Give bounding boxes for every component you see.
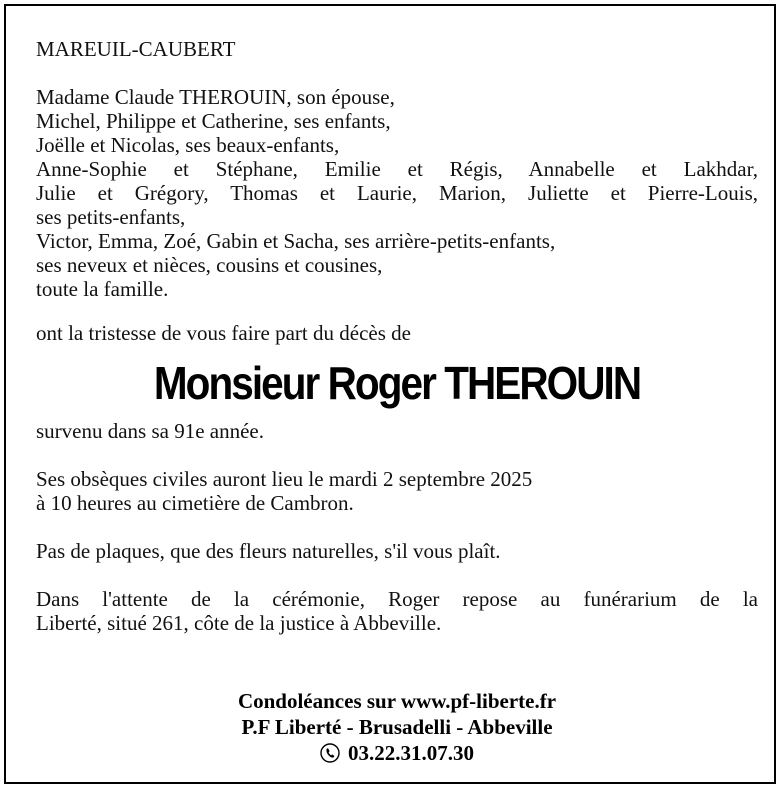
age-line: survenu dans sa 91e année. [36,419,265,443]
family-line: Madame Claude THEROUIN, son épouse, [36,85,395,109]
condolences-line: Condoléances sur www.pf-liberte.fr [237,689,557,713]
notice-body [36,37,758,635]
notice-footer [36,688,758,766]
rest-line: Liberté, situé 261, côte de la justice à Abbeville. [36,611,442,635]
phone-row [36,740,758,766]
phone-icon [320,743,340,763]
phone-number: 03.22.31.07.30 [348,741,474,765]
family-line: Michel, Philippe et Catherine, ses enfants, [36,109,391,133]
funeral-line: à 10 heures au cimetière de Cambron. [36,491,354,515]
spacer [36,301,758,321]
spacer [36,443,758,467]
spacer [36,515,758,539]
notice-frame [4,4,776,784]
deceased-name: Monsieur Roger THEROUIN [153,357,641,409]
family-line: Anne-Sophie et Stéphane, Emilie et Régis, Annabelle et Lakhdar, [36,157,758,181]
family-line: toute la famille. [36,277,169,301]
rest-line: Dans l'attente de la cérémonie, Roger repose au funérarium de la [36,587,758,611]
funeral-line: Ses obsèques civiles auront lieu le mardi 2 septembre 2025 [36,467,533,491]
family-line: Julie et Grégory, Thomas et Laurie, Marion, Juliette et Pierre-Louis, [36,181,758,205]
announcement-line: ont la tristesse de vous faire part du décès de [36,321,411,345]
funeral-home-line: P.F Liberté - Brusadelli - Abbeville [241,715,553,739]
spacer [36,563,758,587]
family-line: ses petits-enfants, [36,205,186,229]
family-line: Victor, Emma, Zoé, Gabin et Sacha, ses arrière-petits-enfants, [36,229,556,253]
family-line: ses neveux et nièces, cousins et cousines, [36,253,383,277]
flowers-line: Pas de plaques, que des fleurs naturelles, s'il vous plaît. [36,539,501,563]
spacer [36,61,758,85]
town-name: MAREUIL-CAUBERT [36,37,236,61]
family-line: Joëlle et Nicolas, ses beaux-enfants, [36,133,340,157]
